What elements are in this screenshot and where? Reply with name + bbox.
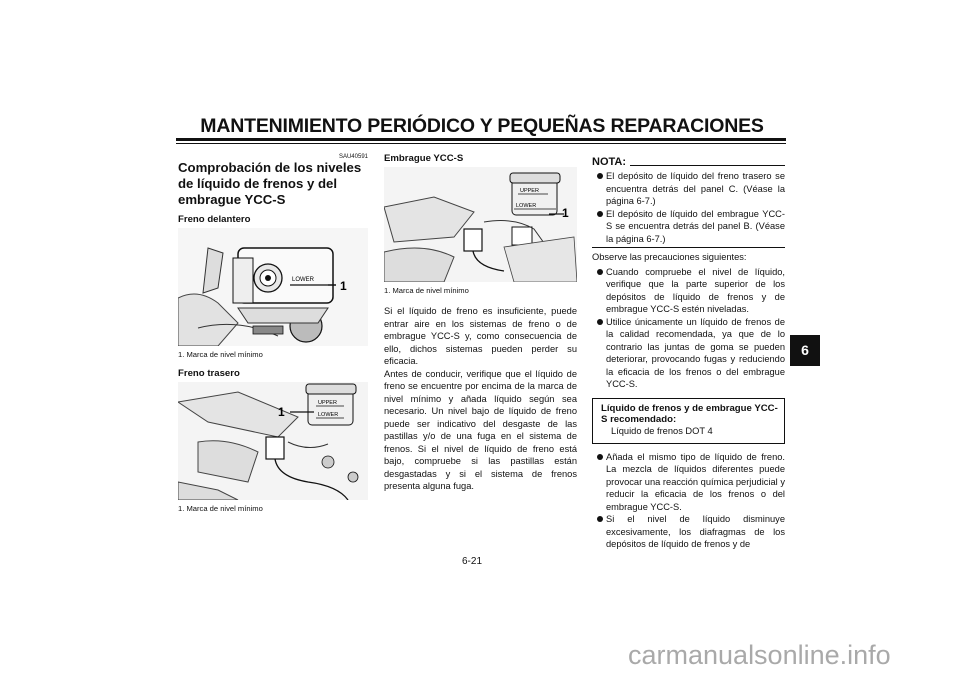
bullet-icon [597, 516, 603, 522]
list-item: Si el nivel de líquido disminuye excesivamente, los diafragmas de los depósitos de líquido de frenos y de [592, 513, 785, 551]
clutch-heading: Embrague YCC-S [384, 153, 464, 164]
nota-label: NOTA: [592, 156, 627, 168]
front-lower-label: LOWER [292, 277, 315, 283]
recommended-fluid-box [592, 398, 785, 444]
body-paragraph-2: Antes de conducir, verifique que el líquido de freno se encuentre por encima de la marca de nivel mínimo y añada líquido según sea necesario. Un nivel bajo de líquido de freno puede ser indicativo del desgaste de las pastillas y/o de una fuga en el sistema de frenos. Si el nivel de líquido de freno está bajo, compruebe si las pastillas están desgastadas y si el sistema de frenos presenta alguna fuga. [384, 368, 577, 491]
list-item: El depósito de líquido del freno trasero se encuentra detrás del panel C. (Véase la página 6-7.) [592, 170, 785, 208]
bullet-icon [597, 454, 603, 460]
page-number: 6-21 [462, 556, 483, 567]
rear-upper-label: UPPER [318, 400, 337, 406]
front-brake-reservoir-illustration [178, 228, 368, 346]
rear-brake-caption: 1. Marca de nivel mínimo [178, 504, 263, 513]
nota-header [592, 156, 785, 168]
chapter-tab: 6 [790, 335, 820, 366]
bullet-icon [597, 173, 603, 179]
nota-end-rule [592, 247, 785, 248]
clutch-callout-number: 1 [562, 206, 569, 220]
front-brake-heading: Freno delantero [178, 214, 251, 225]
column-middle [384, 150, 577, 493]
clutch-reservoir-illustration [384, 167, 577, 282]
list-item: Cuando compruebe el nivel de líquido, verifique que la parte superior de los depósitos de líquido de frenos y de embrague YCC-S estén niveladas. [592, 266, 785, 316]
nota-rule [630, 165, 785, 166]
bullet-icon [597, 319, 603, 325]
section-code: SAU40591 [338, 154, 368, 160]
body-paragraph-1: Si el líquido de freno es insuficiente, puede entrar aire en los sistemas de freno o de embrague YCC-S y, como consecuencia de ello, dichos sistemas pueden perder su eficacia. [384, 306, 577, 366]
clutch-upper-label: UPPER [520, 188, 539, 194]
precautions-list [592, 266, 785, 391]
watermark: carmanualsonline.info [628, 640, 891, 670]
title-rule [176, 138, 786, 141]
section-heading: Comprobación de los niveles de líquido de frenos y del embrague YCC-S [178, 160, 362, 207]
precautions-intro: Observe las precauciones siguientes: [592, 252, 747, 262]
clutch-lower-label: LOWER [516, 203, 537, 209]
front-brake-caption: 1. Marca de nivel mínimo [178, 350, 263, 359]
rear-brake-heading: Freno trasero [178, 368, 240, 379]
bullet-icon [597, 211, 603, 217]
precautions-list-continued [592, 451, 785, 551]
recommended-fluid-value: Líquido de frenos DOT 4 [611, 425, 713, 436]
rear-lower-label: LOWER [318, 412, 339, 418]
title-rule-thin [176, 143, 786, 144]
front-callout-number: 1 [340, 279, 347, 293]
column-left [178, 150, 368, 513]
column-right [592, 156, 785, 551]
page-title: MANTENIMIENTO PERIÓDICO Y PEQUEÑAS REPARACIONES [200, 115, 764, 137]
list-item: Añada el mismo tipo de líquido de freno. La mezcla de líquidos diferentes puede provocar una reacción química perjudicial y reducir la eficacia de los frenos o del embrague YCC-S. [592, 451, 785, 514]
bullet-icon [597, 269, 603, 275]
rear-callout-number: 1 [278, 405, 285, 419]
clutch-caption: 1. Marca de nivel mínimo [384, 286, 469, 295]
recommended-fluid-title: Líquido de frenos y de embrague YCC-S recomendado: [601, 402, 778, 425]
list-item: Utilice únicamente un líquido de frenos de la calidad recomendada, ya que de lo contrario las juntas de goma se pueden deteriorar, provocando fugas y reduciendo la eficacia de los frenos o del embrague YCC-S. [592, 316, 785, 391]
list-item: El depósito de líquido del embrague YCC-S se encuentra detrás del panel B. (Véase la página 6-7.) [592, 208, 785, 246]
rear-brake-reservoir-illustration [178, 382, 368, 500]
nota-list [592, 170, 785, 245]
